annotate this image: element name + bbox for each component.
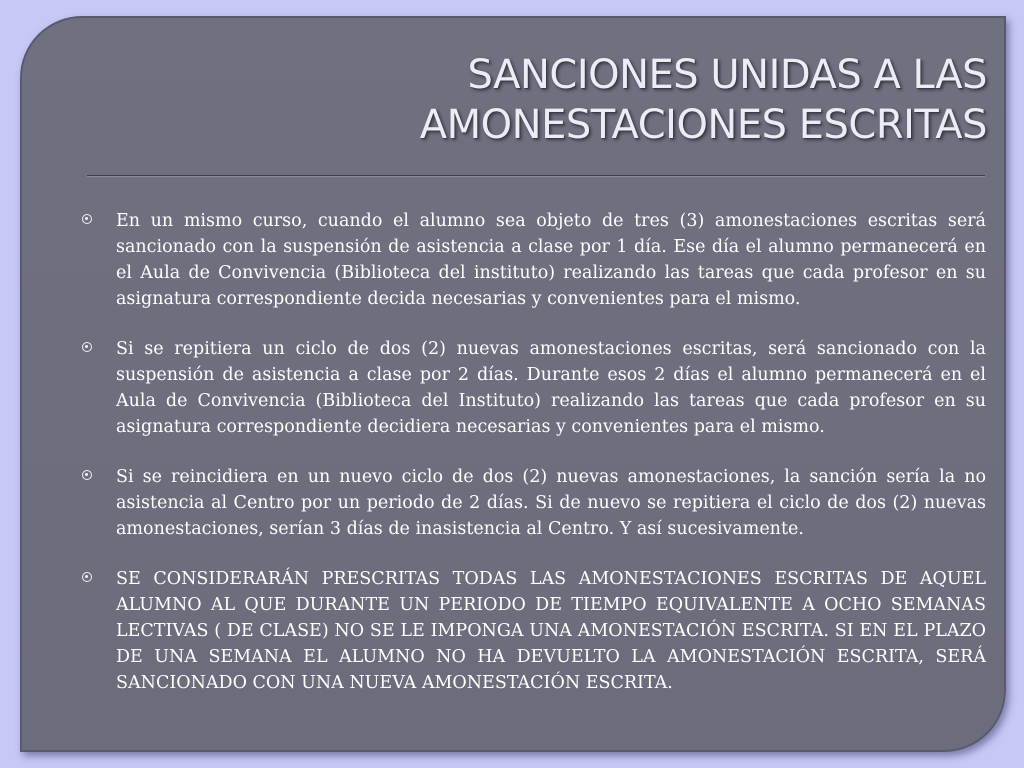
bullet-item-1: [78, 208, 986, 312]
circled-dot-icon: [82, 470, 92, 480]
bullet-item-2: [78, 336, 986, 440]
bullet-text-4: SE CONSIDERARÁN PRESCRITAS TODAS LAS AMONESTACIONES ESCRITAS DE AQUEL ALUMNO AL QUE DURANTE UN PERIODO DE TIEMPO EQUIVALENTE A OCHO SEMANAS LECTIVAS ( DE CLASE) NO SE LE IMPONGA UNA AMONESTACIÓN ESCRITA. SI EN EL PLAZO DE UNA SEMANA EL ALUMNO NO HA DEVUELTO LA AMONESTACIÓN ESCRITA, SERÁ SANCIONADO CON UNA NUEVA AMONESTACIÓN ESCRITA.: [116, 569, 986, 693]
circled-dot-icon: [82, 572, 92, 582]
circled-dot-icon: [82, 214, 92, 224]
bullet-text-2: Si se repitiera un ciclo de dos (2) nuevas amonestaciones escritas, será sancionado con la suspensión de asistencia a clase por 2 días. Durante esos 2 días el alumno permanecerá en el Aula de Convivencia (Biblioteca del Instituto) realizando las tareas que cada profesor en su asignatura correspondiente decidiera necesarias y convenientes para el mismo.: [116, 339, 986, 437]
slide-title-line-1: SANCIONES UNIDAS A LAS: [467, 52, 987, 98]
bullet-list: [78, 208, 986, 720]
bullet-text-1: En un mismo curso, cuando el alumno sea objeto de tres (3) amonestaciones escritas será sancionado con la suspensión de asistencia a clase por 1 día. Ese día el alumno permanecerá en el Aula de Convivencia (Biblioteca del instituto) realizando las tareas que cada profesor en su asignatura correspondiente decida necesarias y convenientes para el mismo.: [116, 211, 986, 309]
slide-title: [82, 50, 987, 150]
bullet-text-3: Si se reincidiera en un nuevo ciclo de dos (2) nuevas amonestaciones, la sanción sería la no asistencia al Centro por un periodo de 2 días. Si de nuevo se repitiera el ciclo de dos (2) nuevas amonestaciones, serían 3 días de inasistencia al Centro. Y así sucesivamente.: [116, 467, 986, 539]
bullet-item-4: [78, 566, 986, 696]
slide-title-line-2: AMONESTACIONES ESCRITAS: [419, 102, 987, 148]
bullet-item-3: [78, 464, 986, 542]
title-divider: [87, 175, 985, 177]
slide-panel: [20, 16, 1006, 752]
circled-dot-icon: [82, 342, 92, 352]
